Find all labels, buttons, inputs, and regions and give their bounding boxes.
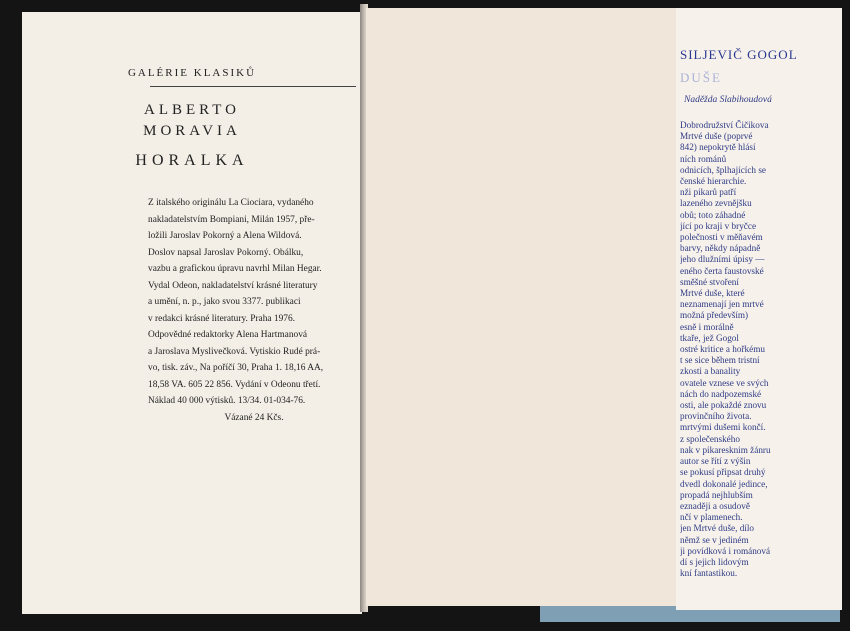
flap-blurb-line: směšné stvoření xyxy=(680,276,739,287)
flap-blurb-line: ovatele vznese ve svých xyxy=(680,377,769,388)
flap-blurb-line: němž se v jediném xyxy=(680,534,749,545)
series-heading: GALÉRIE KLASIKŮ xyxy=(127,67,257,79)
flap-blurb-line: ji povídková i románová xyxy=(680,545,771,556)
flap-blurb-line: jen Mrtvé duše, dílo xyxy=(680,523,754,534)
flap-blurb-line: eznaději a osudově xyxy=(680,500,750,511)
flap-blurb-line: Dobrodružství Čičikova xyxy=(680,120,769,130)
imprint-line: a umění, n. p., jako svou 3377. publikaci xyxy=(148,297,301,307)
imprint-line: Odpovědné redaktorky Alena Hartmanová xyxy=(148,330,308,340)
flap-blurb-line: eného čerta faustovské xyxy=(680,265,764,276)
author-last-name: MORAVIA xyxy=(143,123,241,139)
flap-blurb-line: jící po kraji v bryčce xyxy=(680,220,757,231)
right-page-blank xyxy=(366,8,684,606)
flap-blurb-line: ních románů xyxy=(680,153,727,164)
imprint-block xyxy=(148,195,360,426)
flap-blurb-line: odnicích, šplhajících se xyxy=(680,164,766,175)
author-first-name: ALBERTO xyxy=(144,102,240,118)
imprint-line: Náklad 40 000 výtisků. 13/34. 01-034-76. xyxy=(148,396,306,406)
flap-blurb-line: čenské hierarchie. xyxy=(680,176,747,187)
flap-title: DUŠE xyxy=(680,70,722,85)
flap-blurb-line: propadá nejhlubším xyxy=(680,489,753,500)
imprint-line: ložili Jaroslav Pokorný a Alena Wildová. xyxy=(148,231,302,241)
flap-blurb-line: možná především) xyxy=(680,310,749,321)
flap-translator: Naděžda Slabihoudová xyxy=(684,95,772,105)
flap-blurb xyxy=(680,120,838,579)
flap-blurb-line: neznamenají jen mrtvé xyxy=(680,299,764,310)
flap-blurb-line: dí s jejich lidovým xyxy=(680,556,749,567)
flap-blurb-line: nak v pikaresknim žánru xyxy=(680,444,771,455)
flap-blurb-line: Mrtvé duše (poprvé xyxy=(680,131,753,142)
imprint-line: Vydal Odeon, nakladatelství krásné literatury xyxy=(148,280,318,291)
imprint-line: vo, tisk. záv., Na poříčí 30, Praha 1. 18,16 AA, xyxy=(148,363,324,373)
flap-blurb-line: esně i morálně xyxy=(680,321,734,332)
flap-blurb-line: jeho dlužními úpisy — xyxy=(680,254,765,265)
flap-blurb-line: polečnosti v měňavém xyxy=(680,232,763,243)
flap-blurb-line: osti, ale pokaždé znovu xyxy=(680,400,767,411)
flap-blurb-line: t se sice během tristní xyxy=(680,355,760,366)
flap-blurb-line: autor se řítí z výšin xyxy=(680,456,751,467)
flap-blurb-line: tkaře, jež Gogol xyxy=(680,332,739,343)
flap-blurb-line: nách do nadpozemské xyxy=(680,388,762,399)
imprint-line: a Jaroslava Myslivečková. Vytiskio Rudé prá- xyxy=(148,346,321,357)
flap-blurb-line: lazeného zevnějšku xyxy=(680,198,752,209)
flap-blurb-line: provinčního života. xyxy=(680,411,752,422)
imprint-line: nakladatelstvím Bompiani, Milán 1957, pře- xyxy=(148,214,315,225)
book-title: HORALKA xyxy=(135,152,249,169)
flap-author: SILJEVIČ GOGOL xyxy=(680,47,798,62)
flap-blurb-line: ostré kritice a hořkému xyxy=(680,344,765,355)
imprint-line: vazbu a grafickou úpravu navrhl Milan Hegar. xyxy=(148,264,322,274)
flap-blurb-line: mrtvými dušemi končí. xyxy=(680,422,766,433)
flap-blurb-line: nži pikarů patří xyxy=(680,187,737,198)
imprint-line: v redakci krásné literatury. Praha 1976. xyxy=(148,313,295,324)
imprint-line: Doslov napsal Jaroslav Pokorný. Obálku, xyxy=(148,247,304,258)
flap-blurb-line: nčí v plamenech. xyxy=(680,512,743,523)
flap-blurb-line: barvy, někdy nápadně xyxy=(680,243,761,254)
imprint-line: 18,58 VA. 605 22 856. Vydání v Odeonu třetí. xyxy=(148,379,321,390)
flap-blurb-line: dvedl dokonalé jedince, xyxy=(680,478,768,489)
flap-blurb-line: kní fantastikou. xyxy=(680,568,738,579)
price-line: Vázané 24 Kčs. xyxy=(224,412,284,423)
flap-blurb-line: zkosti a banality xyxy=(680,366,741,377)
heading-rule xyxy=(150,86,356,87)
flap-blurb-line: obů; toto záhadné xyxy=(680,209,746,220)
left-page xyxy=(22,12,362,614)
flap-blurb-line: 842) nepokrytě hlásí xyxy=(680,142,756,153)
flap-blurb-line: se pokusí připsat druhý xyxy=(680,467,766,478)
flap-blurb-line: z společenského xyxy=(680,433,740,444)
flap-blurb-line: Mrtvé duše, které xyxy=(680,288,745,299)
imprint-line: Z italského originálu La Ciociara, vydaného xyxy=(148,198,314,208)
